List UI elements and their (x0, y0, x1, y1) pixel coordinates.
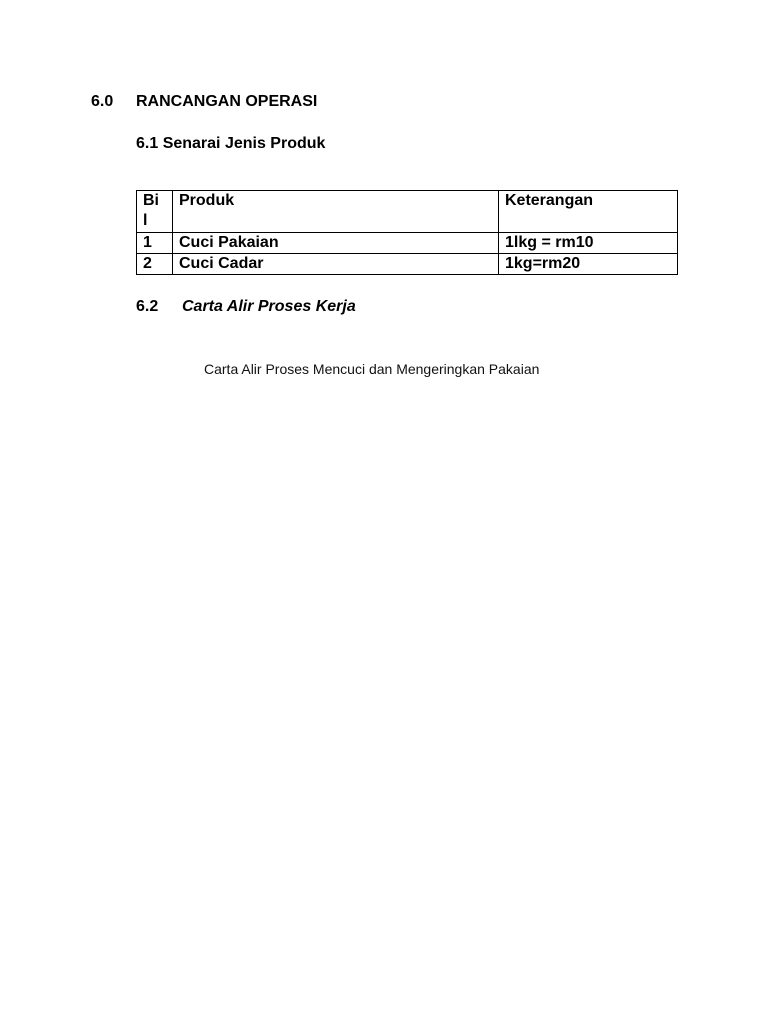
product-table (136, 190, 678, 275)
flowchart-caption: Carta Alir Proses Mencuci dan Mengeringkan Pakaian (204, 361, 540, 377)
header-keterangan: Keterangan (499, 191, 678, 233)
cell-produk: Cuci Cadar (173, 254, 499, 275)
subsection-heading-flowchart (136, 298, 356, 316)
section-number: 6.0 (91, 93, 114, 110)
cell-produk: Cuci Pakaian (173, 233, 499, 254)
cell-keterangan: 1kg=rm20 (499, 254, 678, 275)
subsection-title: Carta Alir Proses Kerja (182, 298, 356, 315)
table-header-row (137, 191, 678, 233)
header-bil: Bi l (137, 191, 173, 233)
cell-keterangan: 1lkg = rm10 (499, 233, 678, 254)
table-row (137, 254, 678, 275)
table-row (137, 233, 678, 254)
cell-bil: 1 (137, 233, 173, 254)
subsection-heading-product-list: 6.1 Senarai Jenis Produk (136, 135, 326, 152)
header-produk: Produk (173, 191, 499, 233)
section-heading (91, 93, 317, 111)
cell-bil: 2 (137, 254, 173, 275)
section-title: RANCANGAN OPERASI (136, 93, 318, 110)
subsection-number: 6.2 (136, 298, 159, 315)
